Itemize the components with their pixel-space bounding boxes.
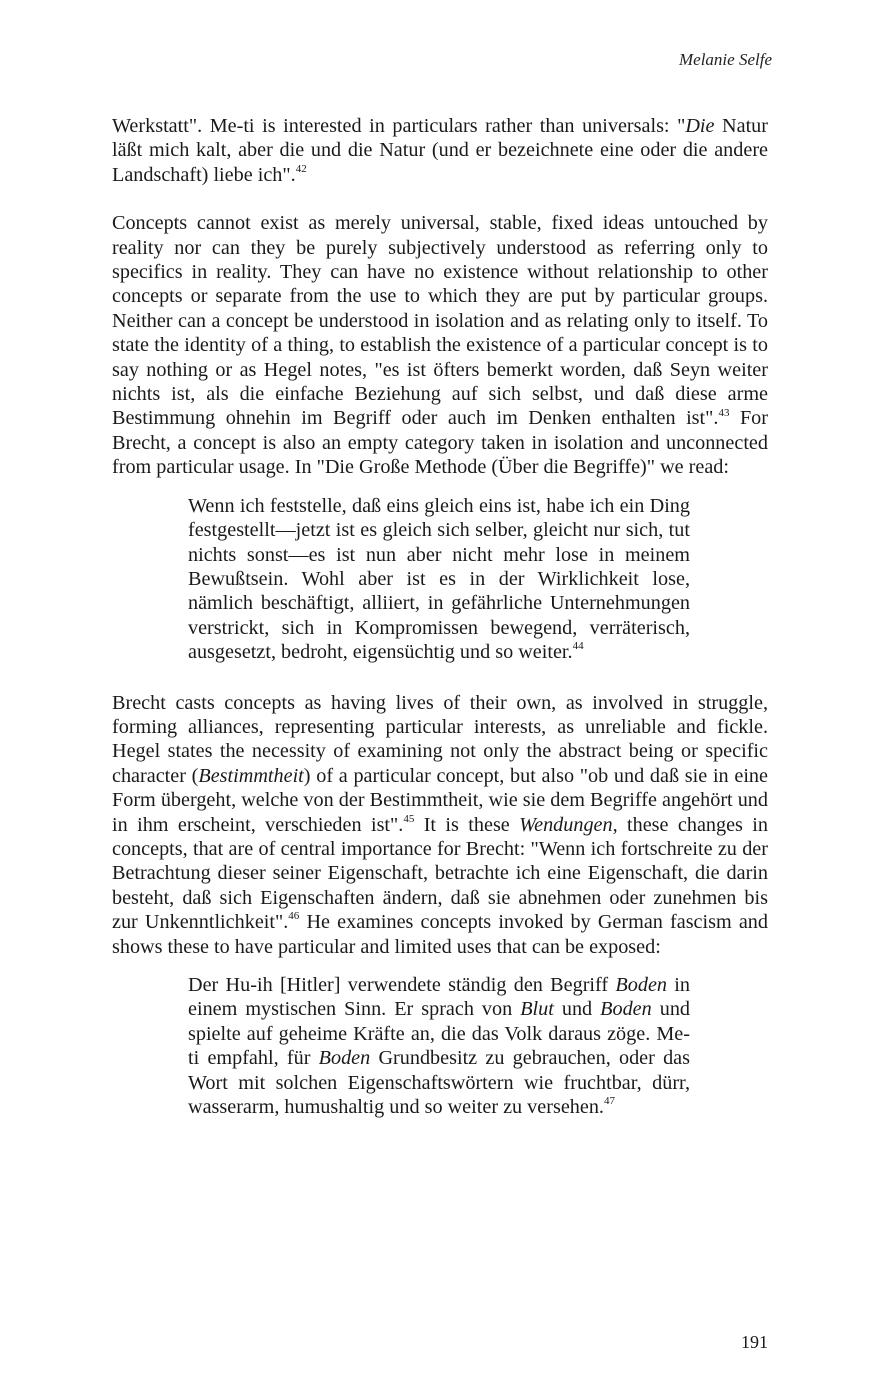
text-run: For Brecht, a concept is also an empty category taken in isolation and unconnected from particular usage. In "Die Große Methode (Über die Begriffe)" we read: (112, 407, 769, 479)
paragraph-2 (112, 211, 768, 479)
text-run: He examines concepts invoked by German fascism and shows these to have particular and limited uses that can be exposed: (112, 911, 768, 958)
footnote-ref-45: 45 (403, 812, 415, 825)
italic-run: Boden (615, 974, 667, 996)
page-number: 191 (741, 1332, 768, 1352)
text-run: , these changes in concepts, that are of central importance for Brecht: "Wenn ich fortschreite zu der Betrachtung dieser seiner Eigenschaft, betrachte ich eine Eigenschaft, die darin besteht, daß sich Eigenschaften ändern, daß sie abnehmen oder zunehmen bis zur Unkenntlichkeit". (112, 813, 768, 934)
footnote-ref-42: 42 (295, 163, 307, 176)
italic-run: Boden (600, 998, 652, 1021)
running-head: Melanie Selfe (679, 50, 772, 69)
text-run: Concepts cannot exist as merely universal, stable, fixed ideas untouched by reality nor can they be purely subjectively understood as referring only to specifics in reality. They can have no existence without relationship to other concepts or separate from the use to which they are put by particular groups. Neither can a concept be understood in isolation and as relating only to itself. To state the identity of a thing, to establish the existence of a particular concept is to say nothing or as Hegel notes, "es ist öfters bemerkt worden, daß Seyn weiter nichts ist, als die einfache Beziehung auf sich selbst, und daß diese arme Bestimmung ohnehin im Begriff oder auch im Denken enthalten ist". (112, 212, 768, 430)
text-run: und spielte auf geheime Kräfte an, die das Volk daraus zöge. Me-ti empfahl, für (188, 998, 691, 1070)
text-run: ) of a particular concept, but also "ob und daß sie in eine Form übergeht, welche von der Bestimmtheit, wie sie dem Begriffe angehört und in ihm erscheint, verschieden ist". (112, 764, 768, 836)
paragraph-3 (112, 691, 768, 959)
footnote-ref-44: 44 (572, 640, 584, 653)
block-quote-1 (188, 494, 690, 665)
text-run: und (553, 998, 601, 1021)
text-run: Der Hu-ih [Hitler] verwendete ständig den Begriff (188, 974, 616, 996)
footnote-ref-43: 43 (718, 406, 730, 419)
body-text (112, 114, 768, 1145)
italic-run: Bestimmtheit (198, 764, 304, 787)
block-quote-2 (188, 973, 690, 1119)
italic-run: Blut (520, 998, 554, 1021)
text-run: Grundbesitz zu gebrauchen, oder das Wort mit solchen Eigenschaftswörtern wie fruchtbar, dürr, wasserarm, humushaltig und so weiter zu versehen. (188, 1047, 690, 1119)
paragraph-1 (112, 114, 768, 187)
footnote-ref-47: 47 (603, 1095, 615, 1108)
italic-run: Die (685, 115, 715, 137)
italic-run: Wendungen (519, 813, 613, 836)
text-run: Brecht casts concepts as having lives of their own, as involved in struggle, forming alliances, representing particular interests, as unreliable and fickle. Hegel states the necessity of examining not only the abstract being or specific character ( (112, 691, 768, 787)
text-run: Werkstatt". Me-ti is interested in particulars rather than universals: " (112, 115, 686, 137)
footnote-ref-46: 46 (288, 910, 300, 923)
quote-text: Wenn ich feststelle, daß eins gleich eins ist, habe ich ein Ding festgestellt—jetzt ist es gleich sich selber, gleicht nur sich, tut nichts sonst—es ist nun aber nicht mehr lose in meinem Bewußtsein. Wohl aber ist es in der Wirklichkeit lose, nämlich beschäftigt, alliiert, in gefährliche Unternehmungen verstrickt, sich in Kompromissen bewegend, verräterisch, ausgesetzt, bedroht, eigensüchtig und so weiter. (188, 494, 690, 664)
text-run: Natur läßt mich kalt, aber die und die Natur (und er bezeichnete eine oder die andere Landschaft) liebe ich". (112, 115, 768, 186)
text-run: It is these (414, 813, 520, 836)
text-run: in einem mystischen Sinn. Er sprach von (188, 974, 691, 1021)
italic-run: Boden (318, 1047, 371, 1070)
